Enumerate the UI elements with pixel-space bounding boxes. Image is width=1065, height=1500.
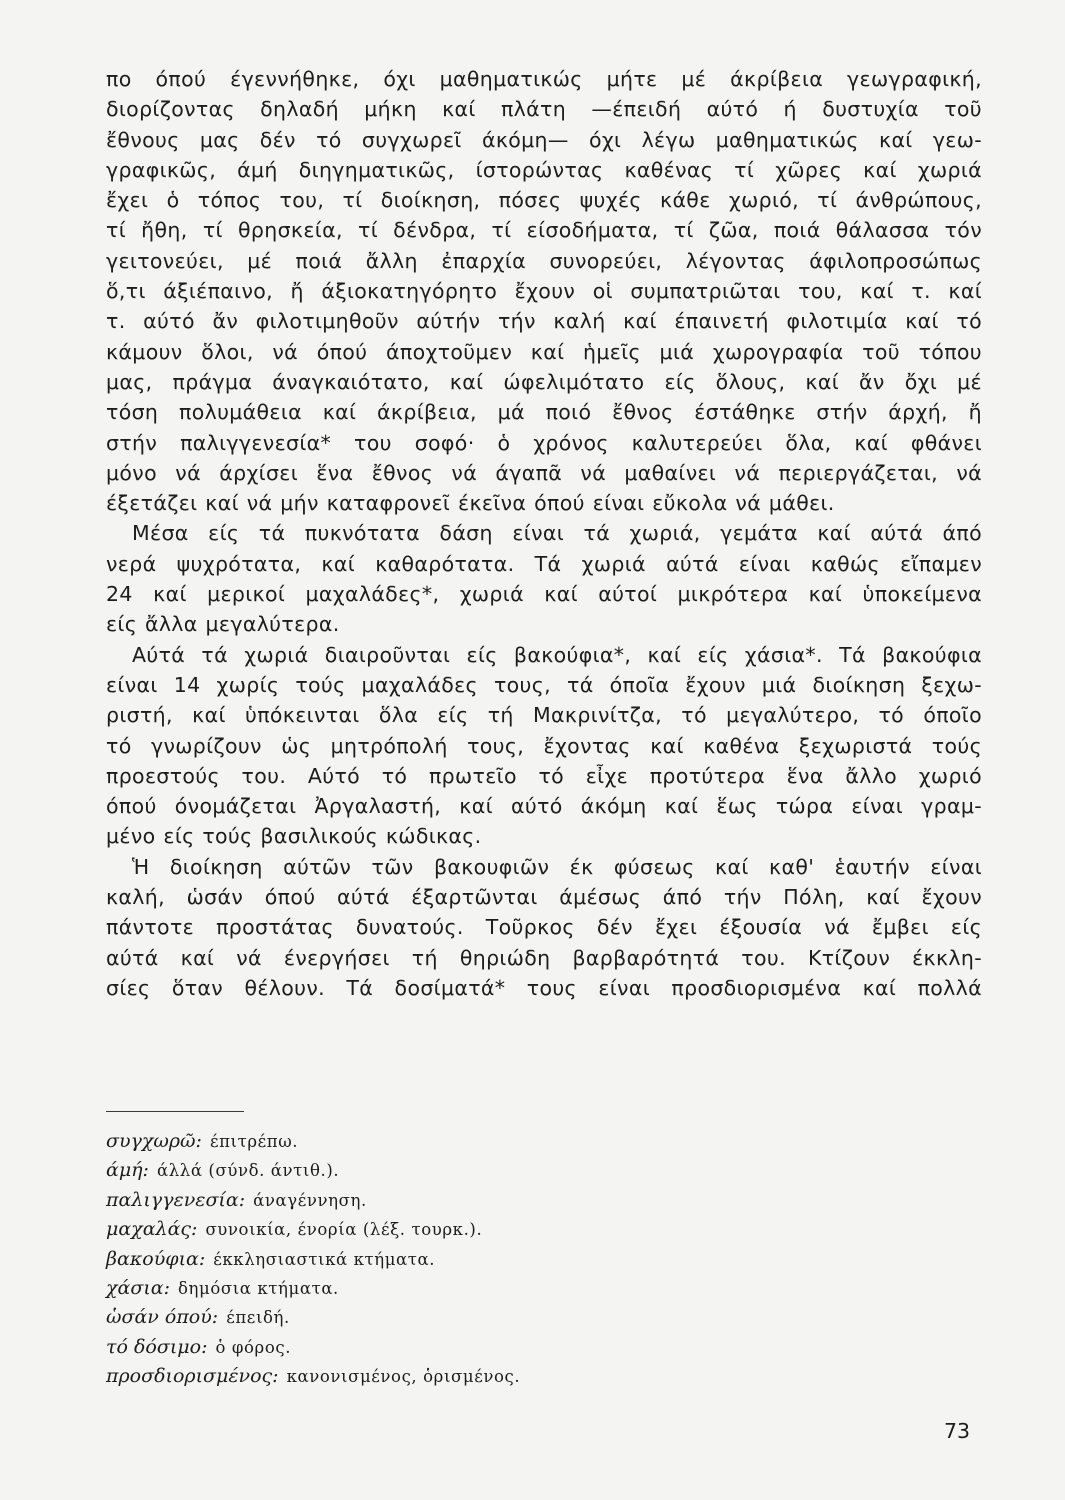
- text-line: Αύτά τά χωριά διαιροῦνται είς βακούφια*, καί είς χάσια*. Τά βακούφια: [132, 642, 982, 667]
- footnote: [106, 1245, 806, 1274]
- text-line: είναι 14 χωρίς τούς μαχαλάδες τους, τά όποῖα ἔχουν μιά διοίκηση ξεχω-: [106, 672, 982, 697]
- footnote: [106, 1274, 806, 1303]
- footnote-definition: συνοικία, ένορία (λέξ. τουρκ.).: [205, 1220, 483, 1240]
- text-line: μένο είς τούς βασιλικούς κώδικας.: [106, 824, 482, 849]
- footnote-term: άμή:: [106, 1159, 149, 1182]
- text-line: πο όπού έγεννήθηκε, όχι μαθηματικώς μήτε μέ άκρίβεια γεωγραφική,: [106, 67, 982, 91]
- footnote-term: μαχαλάς:: [106, 1218, 198, 1241]
- text-line: σίες ὅταν θέλουν. Τά δοσίματά* τους είναι προσδιορισμένα καί πολλά: [106, 975, 982, 1000]
- text-line: ριστή, καί ὑπόκεινται ὅλα είς τή Μακρινίτζα, τό μεγαλύτερο, τό όποῖο: [106, 703, 982, 728]
- text-line: είς ἄλλα μεγαλύτερα.: [106, 612, 340, 637]
- footnote-term: παλιγγενεσία:: [106, 1188, 246, 1211]
- text-line: 24 καί μερικοί μαχαλάδες*, χωριά καί αύτοί μικρότερα καί ὑποκείμενα: [106, 582, 982, 607]
- text-line: τό γνωρίζουν ὡς μητρόπολή τους, ἔχοντας καί καθένα ξεχωριστά τούς: [106, 733, 982, 758]
- text-line: προεστούς του. Αύτό τό πρωτεῖο τό εἶχε προτύτερα ἕνα ἄλλο χωριό: [106, 763, 982, 788]
- text-line: γειτονεύει, μέ ποιά ἄλλη ἐπαρχία συνορεύει, λέγοντας άφιλοπροσώπως: [106, 248, 982, 273]
- footnote-definition: έπειδή.: [226, 1308, 290, 1328]
- body-text: [106, 64, 982, 1003]
- footnote: [106, 1156, 806, 1185]
- footnote-definition: άλλά (σύνδ. άντιθ.).: [156, 1161, 340, 1181]
- footnote-definition: κανονισμένος, ὁρισμένος.: [286, 1367, 521, 1387]
- text-line: ἔχει ὁ τόπος του, τί διοίκηση, πόσες ψυχές κάθε χωριό, τί άνθρώπους,: [106, 188, 982, 213]
- text-line: γραφικῶς, άμή διηγηματικῶς, ίστορώντας καθένας τί χῶρες καί χωριά: [106, 157, 982, 182]
- text-line: ὅ,τι άξιέπαινο, ἤ άξιοκατηγόρητο ἔχουν οἱ συμπατριῶται του, καί τ. καί: [106, 279, 982, 304]
- text-line: έξετάζει καί νά μήν καταφρονεῖ έκεῖνα όπού είναι εὔκολα νά μάθει.: [106, 491, 835, 516]
- text-line: κάμουν ὅλοι, νά όπού άποχτοῦμεν καί ἡμεῖς μιά χωρογραφία τοῦ τόπου: [106, 339, 982, 364]
- footnote-definition: δημόσια κτήματα.: [178, 1278, 339, 1298]
- text-line: Μέσα είς τά πυκνότατα δάση είναι τά χωριά, γεμάτα καί αύτά άπό: [132, 521, 982, 546]
- text-line: Ἡ διοίκηση αύτῶν τῶν βακουφιῶν έκ φύσεως καί καθ' ἑαυτήν είναι: [132, 854, 982, 879]
- footnote-definition: έκκλησιαστικά κτήματα.: [213, 1249, 436, 1269]
- text-line: όπού όνομάζεται Ἀργαλαστή, καί αύτό άκόμη καί ἕως τώρα είναι γραμ-: [106, 794, 982, 819]
- footnote-definition: έπιτρέπω.: [209, 1132, 299, 1151]
- text-line: μόνο νά άρχίσει ἕνα ἔθνος νά άγαπᾶ νά μαθαίνει νά περιεργάζεται, νά: [106, 460, 982, 485]
- footnote: [106, 1303, 806, 1332]
- footnote: [106, 1333, 806, 1362]
- text-line: νερά ψυχρότατα, καί καθαρότατα. Τά χωριά αύτά είναι καθώς εἴπαμεν: [106, 551, 982, 576]
- text-line: αύτά καί νά ένεργήσει τή θηριώδη βαρβαρότητά του. Κτίζουν έκκλη-: [106, 945, 982, 970]
- text-line: πάντοτε προστάτας δυνατούς. Τοῦρκος δέν ἔχει έξουσία νά ἔμβει είς: [106, 915, 982, 940]
- footnote-definition: άναγέννηση.: [253, 1190, 367, 1210]
- footnote-term: προσδιορισμένος:: [106, 1365, 279, 1388]
- footnote-term: χάσια:: [106, 1276, 170, 1299]
- footnote-term: βακούφια:: [106, 1247, 206, 1270]
- footnote-term: τό δόσιμο:: [106, 1335, 208, 1358]
- text-line: καλή, ὡσάν όπού αύτά έξαρτῶνται άμέσως άπό τήν Πόλη, καί ἔχουν: [106, 885, 982, 910]
- footnote-definition: ὁ φόρος.: [215, 1337, 292, 1357]
- footnote: [106, 1362, 806, 1391]
- text-line: τ. αύτό ἄν φιλοτιμηθοῦν αύτήν τήν καλή καί έπαινετή φιλοτιμία καί τό: [106, 309, 982, 334]
- footnotes: [106, 1127, 806, 1392]
- footnote-divider: [106, 1111, 244, 1112]
- footnote: [106, 1186, 806, 1215]
- footnote-term: ὡσάν όπού:: [106, 1306, 219, 1329]
- footnote-term: συγχωρῶ:: [106, 1130, 202, 1152]
- text-line: τί ἤθη, τί θρησκεία, τί δένδρα, τί είσοδήματα, τί ζῶα, ποιά θάλασσα τόν: [106, 218, 982, 243]
- text-line: τόση πολυμάθεια καί άκρίβεια, μά ποιό ἔθνος έστάθηκε στήν άρχή, ἤ: [106, 400, 982, 425]
- text-line: διορίζοντας δηλαδή μήκη καί πλάτη —έπειδή αύτό ή δυστυχία τοῦ: [106, 97, 982, 122]
- footnote: [106, 1127, 806, 1156]
- text-line: ἔθνους μας δέν τό συγχωρεῖ άκόμη— όχι λέγω μαθηματικώς καί γεω-: [106, 127, 982, 152]
- text-line: στήν παλιγγενεσία* του σοφό· ὁ χρόνος καλυτερεύει ὅλα, καί φθάνει: [106, 430, 982, 455]
- page-number: 73: [944, 1419, 971, 1443]
- text-line: μας, πράγμα άναγκαιότατο, καί ώφελιμότατο είς ὅλους, καί ἄν ὄχι μέ: [106, 369, 982, 394]
- footnote: [106, 1215, 806, 1244]
